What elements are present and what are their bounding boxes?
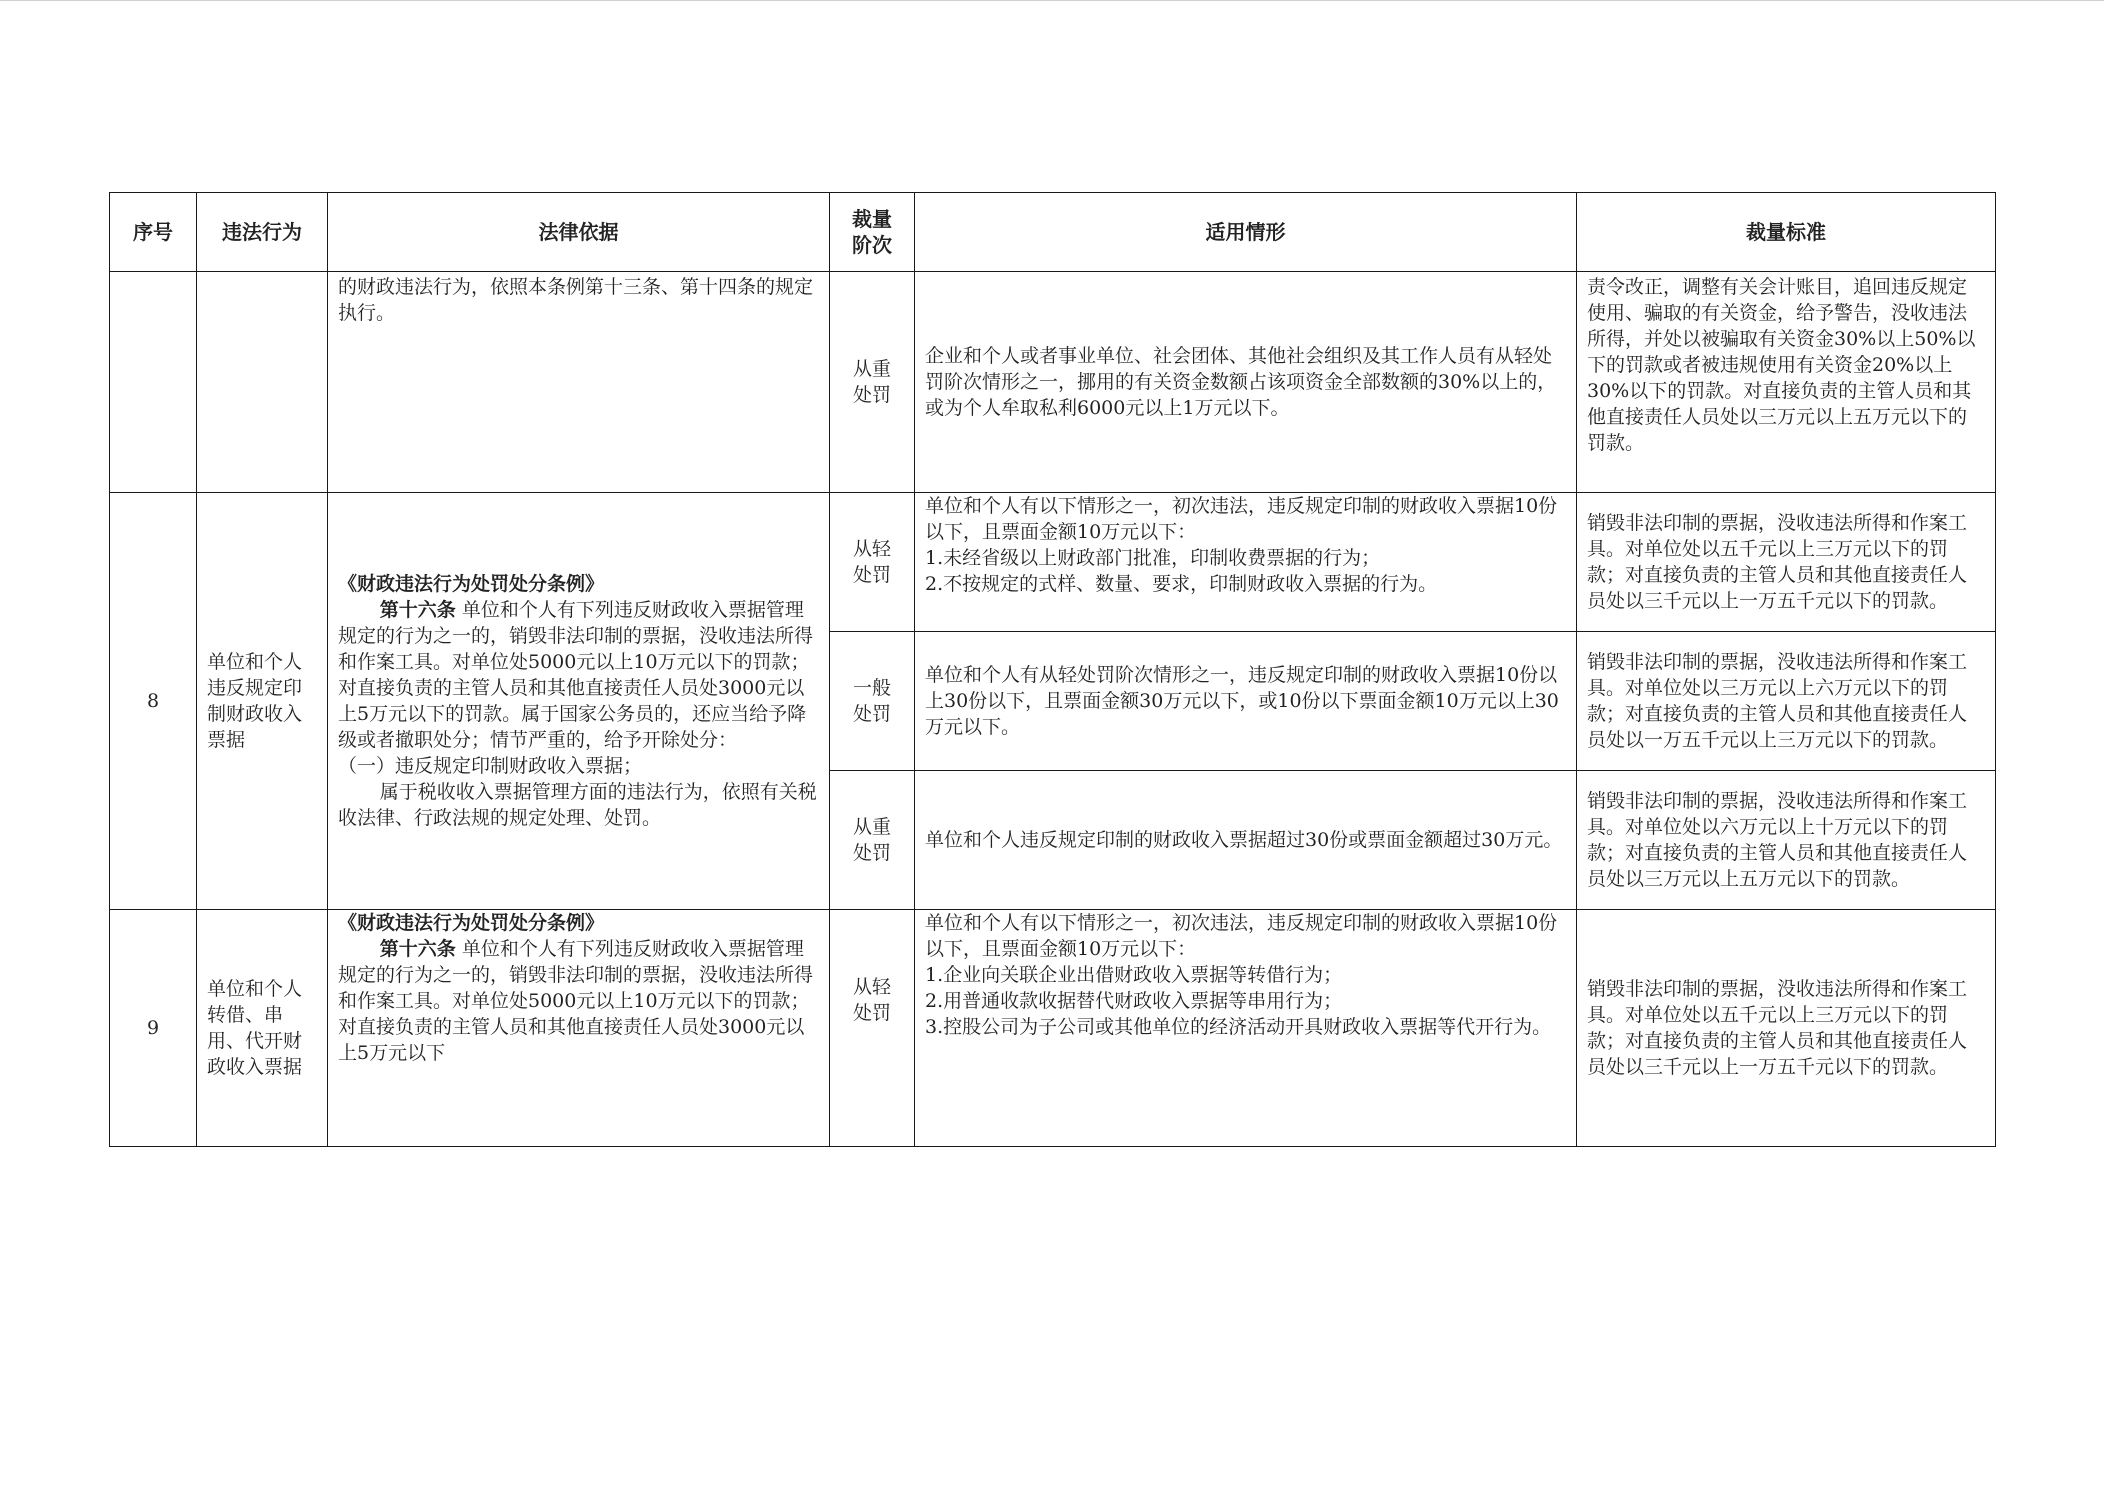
basis-article [338,936,819,1066]
header-stage-line: 裁量 [852,207,892,231]
situation-line: 1.企业向关联企业出借财政收入票据等转借行为； [925,964,1343,986]
situation-line: 2.用普通收款收据替代财政收入票据等串用行为； [925,990,1343,1012]
table-header-row [110,193,1996,272]
basis-item: （一）违反规定印制财政收入票据； [338,755,643,777]
cell-situation: 企业和个人或者事业单位、社会团体、其他社会组织及其工作人员有从轻处罚阶次情形之一，挪用的有关资金数额占该项资金全部数额的30%以上的，或为个人牟取私利6000元以上1万元以下。 [915,272,1577,493]
cell-violation: 单位和个人违反规定印制财政收入票据 [197,493,328,910]
header-standard: 裁量标准 [1577,193,1996,272]
cell-stage [830,771,915,910]
cell-violation: 单位和个人转借、串用、代开财政收入票据 [197,910,328,1147]
basis-title: 《财政违法行为处罚处分条例》 [338,912,605,934]
cell-situation: 单位和个人违反规定印制的财政收入票据超过30份或票面金额超过30万元。 [915,771,1577,910]
basis-text: 单位和个人有下列违反财政收入票据管理规定的行为之一的，销毁非法印制的票据，没收违法所得和作案工具。对单位处5000元以上10万元以下的罚款；对直接负责的主管人员和其他直接责任人员处3000元以上5万元以下 [338,938,814,1064]
stage-line: 处罚 [852,842,891,864]
stage-line: 从重 [852,816,891,838]
cell-legal-basis: 的财政违法行为，依照本条例第十三条、第十四条的规定执行。 [328,272,830,493]
situation-line: 3.控股公司为子公司或其他单位的经济活动开具财政收入票据等代开行为。 [925,1016,1552,1038]
cell-no [110,272,197,493]
header-violation: 违法行为 [197,193,328,272]
cell-standard: 销毁非法印制的票据，没收违法所得和作案工具。对单位处以三万元以上六万元以下的罚款；对直接负责的主管人员和其他直接责任人员处以一万五千元以上三万元以下的罚款。 [1577,632,1996,771]
stage-line: 从轻 [852,538,891,560]
table-row-continued [110,272,1996,493]
stage-line: 一般 [852,677,891,699]
cell-violation [197,272,328,493]
cell-legal-basis [328,910,830,1147]
cell-no: 9 [110,910,197,1147]
cell-stage [830,910,915,1147]
basis-tail: 属于税收收入票据管理方面的违法行为，依照有关税收法律、行政法规的规定处理、处罚。 [338,781,817,829]
penalty-discretion-table [109,192,1996,1147]
header-legal-basis: 法律依据 [328,193,830,272]
cell-situation: 单位和个人有从轻处罚阶次情形之一，违反规定印制的财政收入票据10份以上30份以下，且票面金额30万元以下，或10份以下票面金额10万元以上30万元以下。 [915,632,1577,771]
situation-line: 单位和个人有以下情形之一，初次违法，违反规定印制的财政收入票据10份以下，且票面金额10万元以下： [925,495,1558,543]
cell-situation [915,910,1577,1147]
stage-line: 处罚 [852,564,891,586]
situation-line: 单位和个人有以下情形之一，初次违法，违反规定印制的财政收入票据10份以下，且票面金额10万元以下： [925,912,1558,960]
cell-situation [915,493,1577,632]
stage-line: 处罚 [852,384,891,406]
cell-legal-basis [328,493,830,910]
cell-stage [830,493,915,632]
table-row-9 [110,910,1996,1147]
header-stage [830,193,915,272]
situation-line: 1.未经省级以上财政部门批准，印制收费票据的行为； [925,547,1381,569]
cell-standard: 销毁非法印制的票据，没收违法所得和作案工具。对单位处以六万元以上十万元以下的罚款；对直接负责的主管人员和其他直接责任人员处以三万元以上五万元以下的罚款。 [1577,771,1996,910]
cell-stage [830,632,915,771]
page-top-border [0,0,2104,1]
table-row-8-level-1 [110,493,1996,632]
cell-standard: 销毁非法印制的票据，没收违法所得和作案工具。对单位处以五千元以上三万元以下的罚款；对直接负责的主管人员和其他直接责任人员处以三千元以上一万五千元以下的罚款。 [1577,910,1996,1147]
cell-stage [830,272,915,493]
basis-title: 《财政违法行为处罚处分条例》 [338,573,605,595]
basis-article-no: 第十六条 [379,938,456,960]
stage-line: 处罚 [852,703,891,725]
header-situation: 适用情形 [915,193,1577,272]
basis-article [338,597,819,753]
situation-line: 2.不按规定的式样、数量、要求，印制财政收入票据的行为。 [925,573,1438,595]
stage-line: 从轻 [852,976,891,998]
cell-no: 8 [110,493,197,910]
header-stage-line: 阶次 [852,233,892,257]
basis-text: 单位和个人有下列违反财政收入票据管理规定的行为之一的，销毁非法印制的票据，没收违法所得和作案工具。对单位处5000元以上10万元以下的罚款；对直接负责的主管人员和其他直接责任人员处3000元以上5万元以下的罚款。属于国家公务员的，还应当给予降级或者撤职处分；情节严重的，给予开除处分： [338,599,814,751]
stage-line: 从重 [852,358,891,380]
cell-standard: 责令改正，调整有关会计账目，追回违反规定使用、骗取的有关资金，给予警告，没收违法所得，并处以被骗取有关资金30%以上50%以下的罚款或者被违规使用有关资金20%以上30%以下的罚款。对直接负责的主管人员和其他直接责任人员处以三万元以上五万元以下的罚款。 [1577,272,1996,493]
cell-standard: 销毁非法印制的票据，没收违法所得和作案工具。对单位处以五千元以上三万元以下的罚款；对直接负责的主管人员和其他直接责任人员处以三千元以上一万五千元以下的罚款。 [1577,493,1996,632]
basis-article-no: 第十六条 [379,599,456,621]
header-no: 序号 [110,193,197,272]
stage-line: 处罚 [852,1002,891,1024]
